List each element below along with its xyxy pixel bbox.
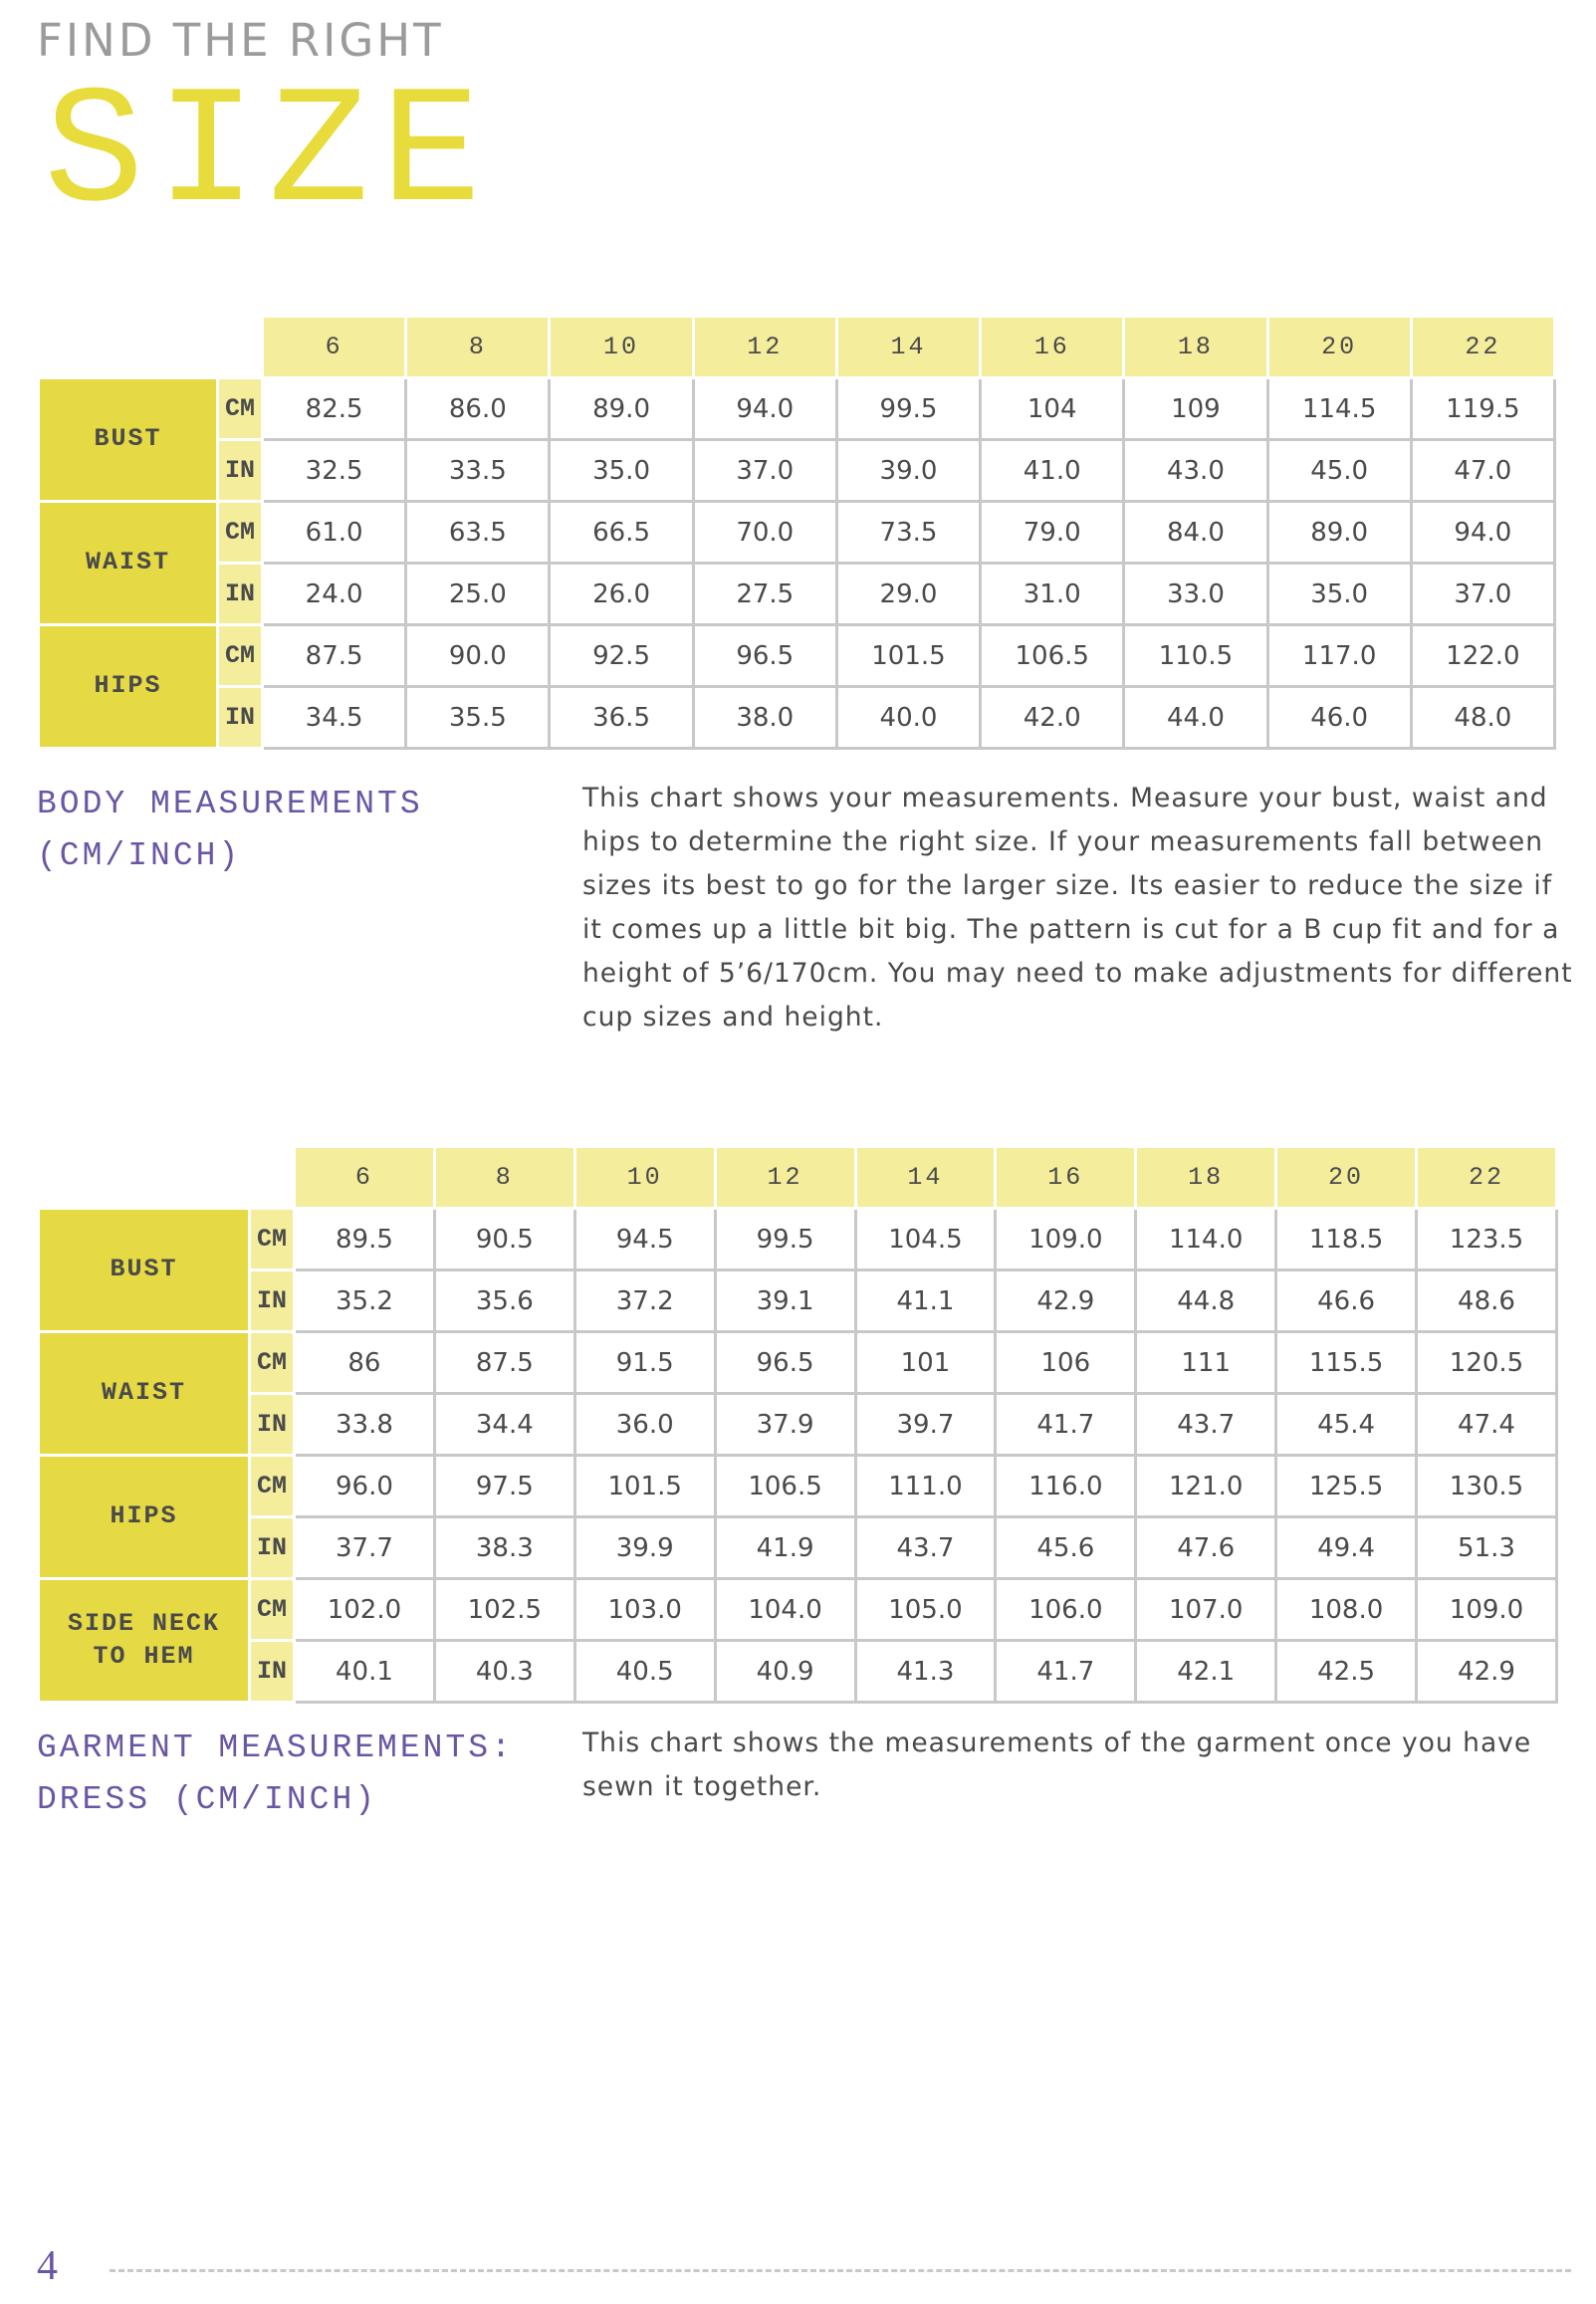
measurement-value: 89.0 <box>550 378 693 440</box>
measurement-value: 37.7 <box>295 1517 435 1579</box>
measurement-value: 105.0 <box>855 1579 996 1641</box>
measurement-value: 101.5 <box>574 1456 715 1517</box>
measurement-label: WAIST <box>39 1332 250 1456</box>
unit-label: IN <box>250 1270 295 1332</box>
measurement-value: 115.5 <box>1276 1332 1417 1394</box>
measurement-value: 42.0 <box>981 687 1124 749</box>
measurement-row <box>39 1579 1557 1641</box>
size-header-cell: 8 <box>434 1147 574 1209</box>
unit-label: IN <box>250 1517 295 1579</box>
measurement-value: 116.0 <box>996 1456 1136 1517</box>
measurement-value: 33.5 <box>406 440 550 502</box>
measurement-value: 33.8 <box>295 1394 435 1456</box>
measurement-value: 96.5 <box>715 1332 855 1394</box>
measurement-row <box>39 1517 1557 1579</box>
measurement-row <box>39 378 1555 440</box>
body-measurements-table <box>37 315 1556 750</box>
unit-label: IN <box>250 1394 295 1456</box>
measurement-value: 106.5 <box>981 625 1124 687</box>
measurement-value: 90.5 <box>434 1209 574 1270</box>
measurement-value: 33.0 <box>1124 564 1267 625</box>
measurement-value: 44.8 <box>1136 1270 1276 1332</box>
size-header-cell: 22 <box>1417 1147 1557 1209</box>
measurement-value: 37.0 <box>1411 564 1554 625</box>
measurement-value: 35.0 <box>1267 564 1411 625</box>
size-header-cell: 6 <box>263 317 406 378</box>
measurement-value: 44.0 <box>1124 687 1267 749</box>
measurement-row <box>39 625 1555 687</box>
unit-label: CM <box>250 1332 295 1394</box>
measurement-value: 41.7 <box>996 1641 1136 1703</box>
measurement-value: 45.4 <box>1276 1394 1417 1456</box>
unit-label: IN <box>218 440 263 502</box>
measurement-value: 70.0 <box>693 502 836 564</box>
measurement-value: 48.6 <box>1417 1270 1557 1332</box>
measurement-value: 96.5 <box>693 625 836 687</box>
measurement-value: 47.0 <box>1411 440 1554 502</box>
measurement-row <box>39 1209 1557 1270</box>
measurement-value: 43.0 <box>1124 440 1267 502</box>
measurement-label: SIDE NECK TO HEM <box>39 1579 250 1703</box>
size-header-cell: 20 <box>1267 317 1411 378</box>
page-number: 4 <box>37 2243 58 2289</box>
table-corner <box>39 317 263 378</box>
measurement-value: 41.3 <box>855 1641 996 1703</box>
measurement-value: 34.4 <box>434 1394 574 1456</box>
measurement-value: 103.0 <box>574 1579 715 1641</box>
size-header-cell: 10 <box>574 1147 715 1209</box>
body-measurements-description: This chart shows your measurements. Measure your bust, waist and hips to determine the right size. If your measurements fall between sizes its best to go for the larger size. Its easier to reduce the size if it comes up a little bit big. The pattern is cut for a B cup fit and for a height of 5’6/170cm. You may need to make adjustments for different cup sizes and height. <box>582 783 1573 1033</box>
size-header-cell: 12 <box>693 317 836 378</box>
measurement-value: 36.0 <box>574 1394 715 1456</box>
body-measurements-caption: BODY MEASUREMENTS (CM/INCH) <box>37 786 423 874</box>
measurement-value: 37.0 <box>693 440 836 502</box>
measurement-value: 38.0 <box>693 687 836 749</box>
heading-size: SIZE <box>44 61 494 250</box>
measurement-value: 39.9 <box>574 1517 715 1579</box>
measurement-value: 87.5 <box>263 625 406 687</box>
measurement-value: 51.3 <box>1417 1517 1557 1579</box>
measurement-value: 27.5 <box>693 564 836 625</box>
measurement-row <box>39 502 1555 564</box>
size-header-row <box>39 317 1555 378</box>
measurement-value: 79.0 <box>981 502 1124 564</box>
size-header-row <box>39 1147 1557 1209</box>
unit-label: CM <box>250 1209 295 1270</box>
measurement-value: 37.2 <box>574 1270 715 1332</box>
measurement-value: 104 <box>981 378 1124 440</box>
measurement-value: 130.5 <box>1417 1456 1557 1517</box>
measurement-value: 94.0 <box>1411 502 1554 564</box>
garment-measurements-caption: GARMENT MEASUREMENTS: DRESS (CM/INCH) <box>37 1729 514 1818</box>
measurement-value: 120.5 <box>1417 1332 1557 1394</box>
table-corner <box>39 1147 295 1209</box>
measurement-value: 102.5 <box>434 1579 574 1641</box>
size-header-cell: 16 <box>981 317 1124 378</box>
measurement-value: 36.5 <box>550 687 693 749</box>
size-header-cell: 14 <box>855 1147 996 1209</box>
garment-measurements-description: This chart shows the measurements of the garment once you have sewn it together. <box>582 1728 1532 1802</box>
measurement-value: 26.0 <box>550 564 693 625</box>
measurement-value: 86.0 <box>406 378 550 440</box>
measurement-value: 125.5 <box>1276 1456 1417 1517</box>
measurement-value: 35.5 <box>406 687 550 749</box>
measurement-value: 45.6 <box>996 1517 1136 1579</box>
measurement-value: 111 <box>1136 1332 1276 1394</box>
measurement-value: 61.0 <box>263 502 406 564</box>
unit-label: CM <box>250 1579 295 1641</box>
measurement-value: 106.5 <box>715 1456 855 1517</box>
measurement-label: BUST <box>39 1209 250 1332</box>
measurement-value: 86 <box>295 1332 435 1394</box>
size-header-cell: 8 <box>406 317 550 378</box>
measurement-row <box>39 687 1555 749</box>
measurement-value: 46.0 <box>1267 687 1411 749</box>
size-header-cell: 22 <box>1411 317 1554 378</box>
measurement-value: 41.1 <box>855 1270 996 1332</box>
measurement-value: 122.0 <box>1411 625 1554 687</box>
measurement-value: 118.5 <box>1276 1209 1417 1270</box>
measurement-value: 106 <box>996 1332 1136 1394</box>
measurement-value: 35.2 <box>295 1270 435 1332</box>
measurement-value: 47.4 <box>1417 1394 1557 1456</box>
measurement-value: 101.5 <box>836 625 980 687</box>
measurement-value: 117.0 <box>1267 625 1411 687</box>
measurement-value: 94.5 <box>574 1209 715 1270</box>
measurement-row <box>39 1641 1557 1703</box>
unit-label: IN <box>218 564 263 625</box>
measurement-label: BUST <box>39 378 218 502</box>
measurement-value: 106.0 <box>996 1579 1136 1641</box>
measurement-value: 24.0 <box>263 564 406 625</box>
measurement-value: 31.0 <box>981 564 1124 625</box>
measurement-value: 89.0 <box>1267 502 1411 564</box>
unit-label: CM <box>218 625 263 687</box>
measurement-value: 87.5 <box>434 1332 574 1394</box>
measurement-value: 104.5 <box>855 1209 996 1270</box>
measurement-row <box>39 1270 1557 1332</box>
measurement-value: 42.5 <box>1276 1641 1417 1703</box>
measurement-value: 101 <box>855 1332 996 1394</box>
measurement-value: 40.5 <box>574 1641 715 1703</box>
measurement-value: 42.9 <box>996 1270 1136 1332</box>
unit-label: CM <box>250 1456 295 1517</box>
measurement-value: 63.5 <box>406 502 550 564</box>
measurement-value: 40.0 <box>836 687 980 749</box>
measurement-value: 37.9 <box>715 1394 855 1456</box>
unit-label: IN <box>218 687 263 749</box>
measurement-value: 42.1 <box>1136 1641 1276 1703</box>
measurement-value: 43.7 <box>855 1517 996 1579</box>
measurement-value: 99.5 <box>715 1209 855 1270</box>
measurement-value: 123.5 <box>1417 1209 1557 1270</box>
measurement-value: 38.3 <box>434 1517 574 1579</box>
size-header-cell: 20 <box>1276 1147 1417 1209</box>
unit-label: CM <box>218 378 263 440</box>
measurement-value: 90.0 <box>406 625 550 687</box>
size-header-cell: 6 <box>295 1147 435 1209</box>
measurement-value: 49.4 <box>1276 1517 1417 1579</box>
measurement-value: 109 <box>1124 378 1267 440</box>
size-header-cell: 12 <box>715 1147 855 1209</box>
measurement-value: 43.7 <box>1136 1394 1276 1456</box>
measurement-value: 45.0 <box>1267 440 1411 502</box>
measurement-value: 40.3 <box>434 1641 574 1703</box>
measurement-value: 89.5 <box>295 1209 435 1270</box>
measurement-value: 104.0 <box>715 1579 855 1641</box>
measurement-value: 73.5 <box>836 502 980 564</box>
unit-label: IN <box>250 1641 295 1703</box>
measurement-value: 108.0 <box>1276 1579 1417 1641</box>
measurement-value: 34.5 <box>263 687 406 749</box>
measurement-value: 97.5 <box>434 1456 574 1517</box>
measurement-value: 40.9 <box>715 1641 855 1703</box>
size-header-cell: 14 <box>836 317 980 378</box>
measurement-value: 111.0 <box>855 1456 996 1517</box>
measurement-value: 35.6 <box>434 1270 574 1332</box>
measurement-value: 48.0 <box>1411 687 1554 749</box>
measurement-value: 29.0 <box>836 564 980 625</box>
unit-label: CM <box>218 502 263 564</box>
measurement-value: 42.9 <box>1417 1641 1557 1703</box>
measurement-value: 114.0 <box>1136 1209 1276 1270</box>
measurement-value: 107.0 <box>1136 1579 1276 1641</box>
measurement-value: 96.0 <box>295 1456 435 1517</box>
size-header-cell: 18 <box>1136 1147 1276 1209</box>
measurement-label: HIPS <box>39 1456 250 1579</box>
measurement-value: 66.5 <box>550 502 693 564</box>
measurement-row <box>39 440 1555 502</box>
measurement-value: 84.0 <box>1124 502 1267 564</box>
garment-measurements-table <box>37 1145 1558 1704</box>
measurement-value: 82.5 <box>263 378 406 440</box>
measurement-value: 91.5 <box>574 1332 715 1394</box>
measurement-value: 110.5 <box>1124 625 1267 687</box>
measurement-row <box>39 1456 1557 1517</box>
size-header-cell: 18 <box>1124 317 1267 378</box>
measurement-value: 46.6 <box>1276 1270 1417 1332</box>
measurement-value: 41.9 <box>715 1517 855 1579</box>
measurement-value: 92.5 <box>550 625 693 687</box>
measurement-value: 39.7 <box>855 1394 996 1456</box>
measurement-value: 109.0 <box>1417 1579 1557 1641</box>
measurement-value: 109.0 <box>996 1209 1136 1270</box>
measurement-value: 102.0 <box>295 1579 435 1641</box>
footer-dashed-divider <box>110 2269 1571 2272</box>
measurement-value: 99.5 <box>836 378 980 440</box>
measurement-value: 39.0 <box>836 440 980 502</box>
measurement-value: 121.0 <box>1136 1456 1276 1517</box>
measurement-value: 32.5 <box>263 440 406 502</box>
measurement-value: 94.0 <box>693 378 836 440</box>
measurement-value: 114.5 <box>1267 378 1411 440</box>
measurement-value: 47.6 <box>1136 1517 1276 1579</box>
measurement-row <box>39 1394 1557 1456</box>
measurement-value: 41.0 <box>981 440 1124 502</box>
measurement-label: WAIST <box>39 502 218 625</box>
size-header-cell: 16 <box>996 1147 1136 1209</box>
measurement-value: 41.7 <box>996 1394 1136 1456</box>
measurement-row <box>39 564 1555 625</box>
measurement-label: HIPS <box>39 625 218 749</box>
heading-find-the-right: FIND THE RIGHT <box>37 14 444 67</box>
measurement-value: 40.1 <box>295 1641 435 1703</box>
measurement-value: 119.5 <box>1411 378 1554 440</box>
measurement-row <box>39 1332 1557 1394</box>
measurement-value: 25.0 <box>406 564 550 625</box>
measurement-value: 35.0 <box>550 440 693 502</box>
size-header-cell: 10 <box>550 317 693 378</box>
measurement-value: 39.1 <box>715 1270 855 1332</box>
